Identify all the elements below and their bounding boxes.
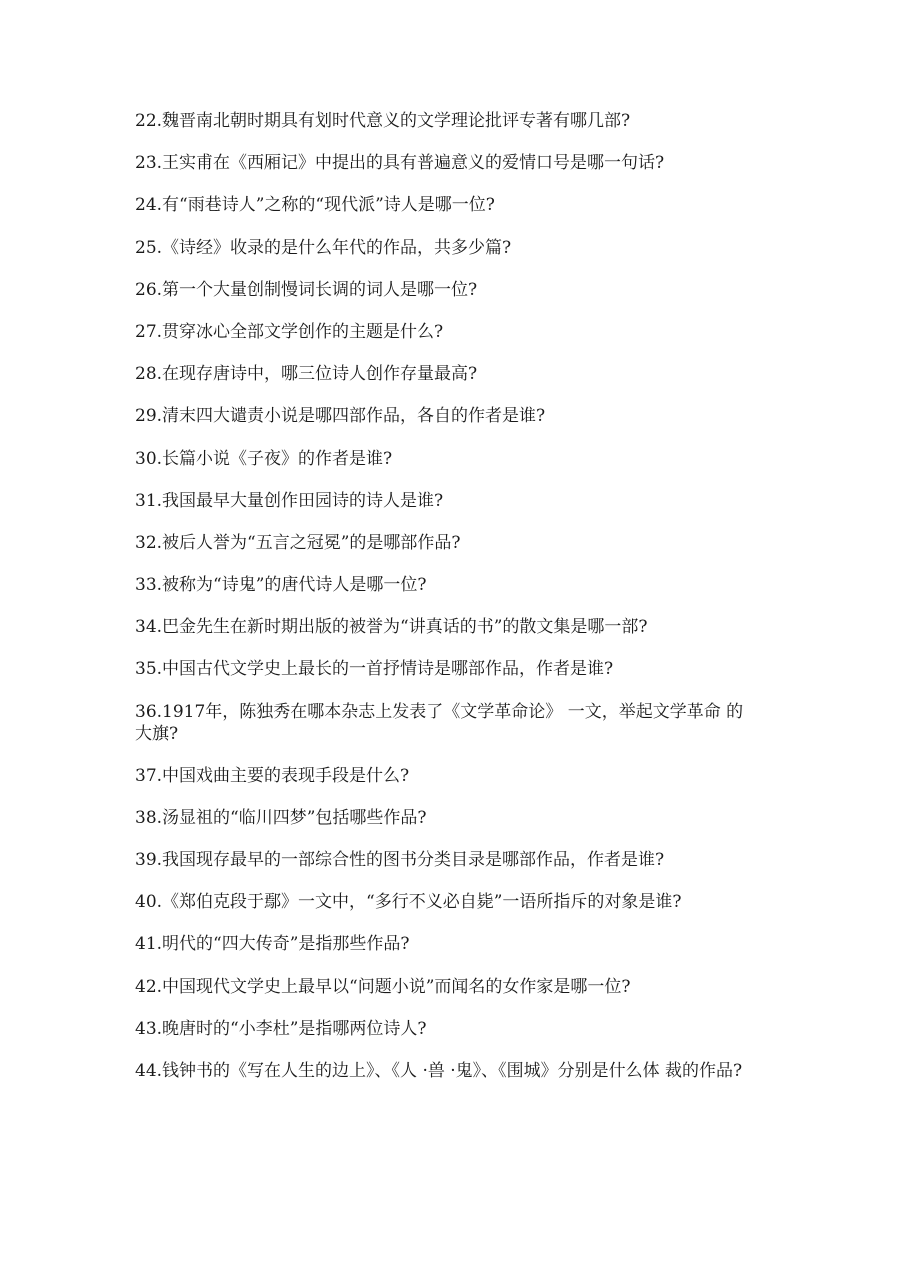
question-43: 43.晚唐时的“小李杜”是指哪两位诗人? xyxy=(135,1018,427,1039)
question-27: 27.贯穿冰心全部文学创作的主题是什么? xyxy=(135,321,444,342)
question-39: 39.我国现存最早的一部综合性的图书分类目录是哪部作品，作者是谁? xyxy=(135,850,665,870)
question-42: 42.中国现代文学史上最早以“问题小说”而闻名的女作家是哪一位? xyxy=(135,976,631,997)
question-26: 26.第一个大量创制慢词长调的词人是哪一位? xyxy=(135,279,478,300)
question-33: 33.被称为“诗鬼”的唐代诗人是哪一位? xyxy=(135,575,427,596)
question-32: 32.被后人誉为“五言之冠冕”的是哪部作品? xyxy=(135,532,461,553)
question-34: 34.巴金先生在新时期出版的被誉为“讲真话的书”的散文集是哪一部? xyxy=(135,617,648,638)
question-41: 41.明代的“四大传奇”是指那些作品? xyxy=(135,934,410,955)
question-35: 35.中国古代文学史上最长的一首抒情诗是哪部作品，作者是谁? xyxy=(135,659,614,680)
question-23: 23.王实甫在《西厢记》中提出的具有普遍意义的爱情口号是哪一句话? xyxy=(135,153,665,174)
question-44: 44.钱钟书的《写在人生的边上》、《人 ·兽 ·鬼》、《围城》分别是什么体 裁的作品? xyxy=(135,1060,743,1081)
question-list xyxy=(135,108,775,1122)
question-38: 38.汤显祖的“临川四梦”包括哪些作品? xyxy=(135,807,427,828)
question-29: 29.清末四大谴责小说是哪四部作品，各自的作者是谁? xyxy=(135,406,546,427)
question-22: 22.魏晋南北朝时期具有划时代意义的文学理论批评专著有哪几部? xyxy=(135,111,631,131)
question-37: 37.中国戏曲主要的表现手段是什么? xyxy=(135,765,410,786)
question-40: 40.《郑伯克段于鄢》一文中，“多行不义必自毙”一语所指斥的对象是谁? xyxy=(135,892,682,913)
question-24: 24.有“雨巷诗人”之称的“现代派”诗人是哪一位? xyxy=(135,195,495,216)
question-36: 36.1917年，陈独秀在哪本杂志上发表了《文学革命论》 一文，举起文学革命 的大旗? xyxy=(135,701,744,744)
question-25: 25.《诗经》收录的是什么年代的作品，共多少篇? xyxy=(135,237,512,258)
question-28: 28.在现存唐诗中，哪三位诗人创作存量最高? xyxy=(135,364,478,385)
question-30: 30.长篇小说《子夜》的作者是谁? xyxy=(135,448,393,469)
question-31: 31.我国最早大量创作田园诗的诗人是谁? xyxy=(135,490,444,511)
